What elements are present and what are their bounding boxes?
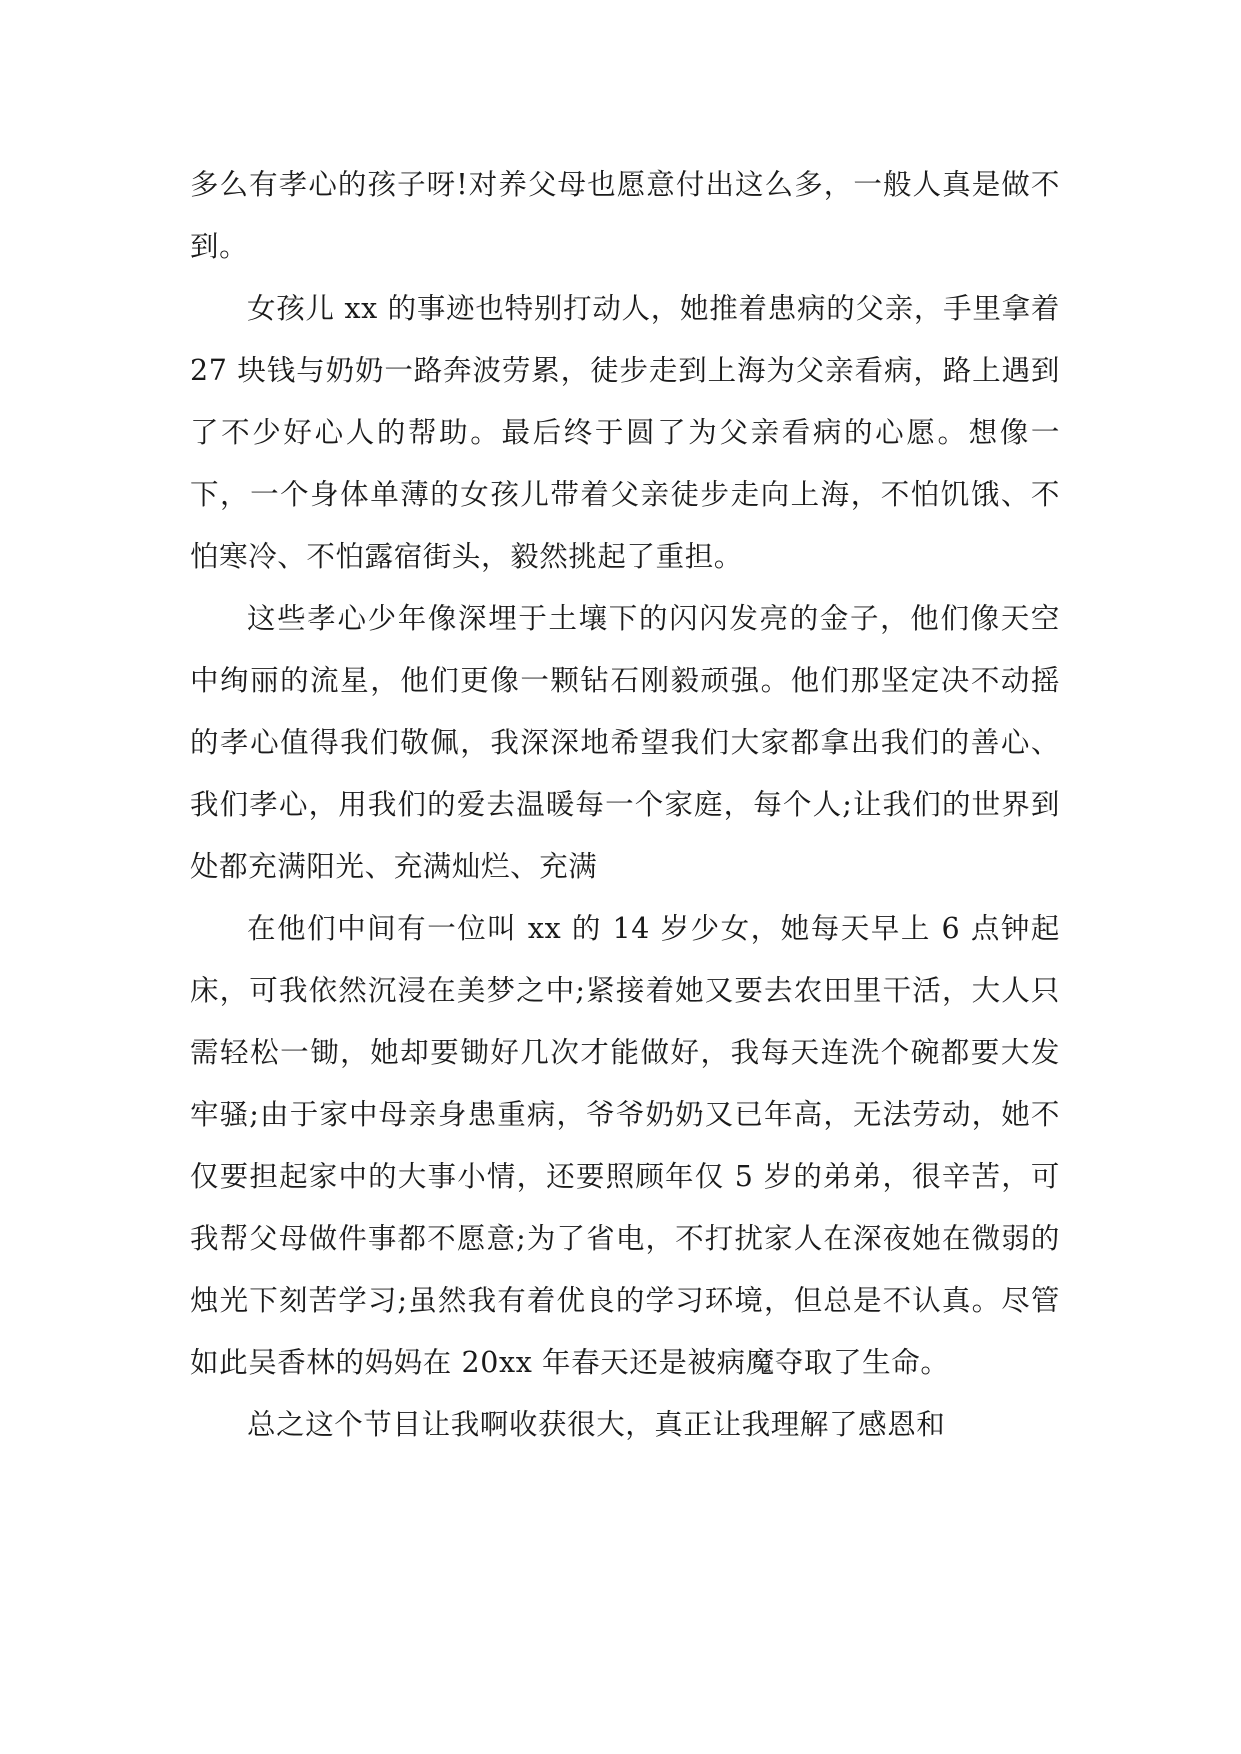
paragraph-5: 总之这个节目让我啊收获很大，真正让我理解了感恩和 xyxy=(247,1408,946,1441)
document-body xyxy=(190,154,1060,1456)
paragraph-4: 在他们中间有一位叫 xx 的 14 岁少女，她每天早上 6 点钟起床，可我依然沉浸在美梦之中;紧接着她又要去农田里干活，大人只需轻松一锄，她却要锄好几次才能做好，我每天连洗个碗都要大发牢骚;由于家中母亲身患重病，爷爷奶奶又已年高，无法劳动，她不仅要担起家中的大事小情，还要照顾年仅 5 岁的弟弟，很辛苦，可我帮父母做件事都不愿意;为了省电，不打扰家人在深夜她在微弱的烛光下刻苦学习;虽然我有着优良的学习环境，但总是不认真。尽管如此吴香林的妈妈在 20xx 年春天还是被病魔夺取了生命。 xyxy=(190,912,1060,1379)
paragraph-2: 女孩儿 xx 的事迹也特别打动人，她推着患病的父亲，手里拿着 27 块钱与奶奶一路奔波劳累，徒步走到上海为父亲看病，路上遇到了不少好心人的帮助。最后终于圆了为父亲看病的心愿。想像一下，一个身体单薄的女孩儿带着父亲徒步走向上海，不怕饥饿、不怕寒冷、不怕露宿街头，毅然挑起了重担。 xyxy=(190,292,1060,573)
paragraph-3: 这些孝心少年像深埋于土壤下的闪闪发亮的金子，他们像天空中绚丽的流星，他们更像一颗钻石刚毅顽强。他们那坚定决不动摇的孝心值得我们敬佩，我深深地希望我们大家都拿出我们的善心、我们孝心，用我们的爱去温暖每一个家庭，每个人;让我们的世界到处都充满阳光、充满灿烂、充满 xyxy=(190,602,1060,883)
paragraph-1: 多么有孝心的孩子呀!对养父母也愿意付出这么多，一般人真是做不到。 xyxy=(190,168,1060,263)
